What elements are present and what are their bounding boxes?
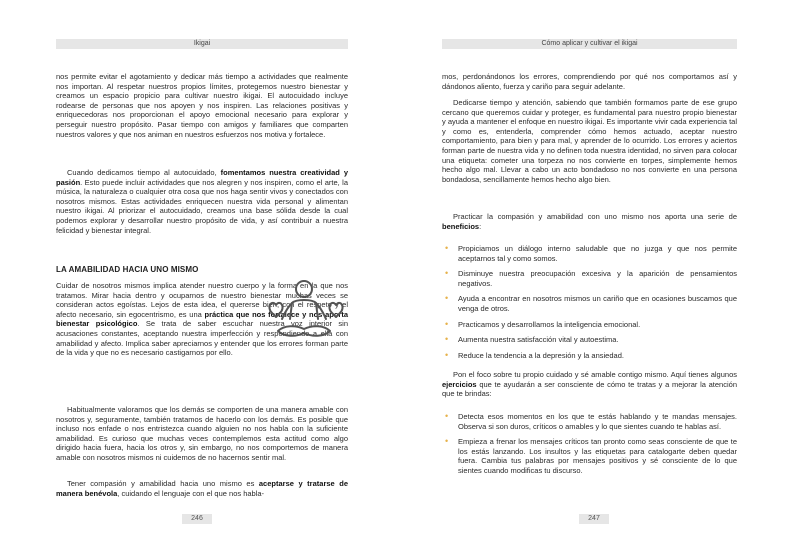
bold-text: práctica que nos fortalece y nos aporta bienestar psicológico [56,309,348,329]
list-item: • Practicamos y desarrollamos la inteligencia emocional. [442,320,737,330]
paragraph [56,405,348,463]
paragraph [442,370,737,399]
bold-text: beneficios [442,221,480,231]
paragraph-text: Dedicarse tiempo y atención, sabiendo que también formamos parte de ese grupo cercano que queremos cuidar y proteger, es fundamental para nuestro propio bienestar y ayuda a mantener el enfoque en nuestro ikigai. Es importante vivir cada experiencia tal y como es, entenderla, comprender cómo hemos actuado, aceptar nuestro comportamiento, para bien y para mal, y aprender de lo ocurrido. Los errores y aciertos forman parte de nuestra vida y no definen toda nuestra identidad, no sirven para colocar una etiqueta: cometer una torpeza no nos convierte en torpes, simplemente hemos hecho algo mal. Llevar a cabo un acto bondadoso no nos convierte en una persona bondadosa, sencillamente hemos hecho algo bien. [442,98,737,184]
benefits-list-block [442,244,737,366]
paragraph [442,212,737,231]
text-run: , cuidando el lenguaje con el que nos habla- [117,488,265,498]
list-item: • Ayuda a encontrar en nosotros mismos un cariño que en ocasiones buscamos que venga de otros. [442,294,737,313]
list-item: • Aumenta nuestra satisfacción vital y autoestima. [442,335,737,345]
text-run: : [479,221,482,231]
bold-text: fomentamos nuestra creatividad y pasión [56,168,348,187]
right-page [393,0,786,552]
text-run: Pon el foco sobre tu propio cuidado y sé amable contigo mismo. Aquí tienes algunos [453,370,737,379]
list-item: • Empieza a frenar los mensajes críticos tan pronto como seas consciente de que te los estás lanzando. Los insultos y las etiquetas para catalogarte deben quedar fuera. Cambia tus palabras por mensajes positivos y sé consciente de lo que sientes cuando modificas tu discurso. [442,437,737,475]
paragraph [56,168,348,235]
text-run: . Esto puede incluir actividades que nos alegren y nos inspiren, como el arte, la música, la naturaleza o cualquier otra cosa que nos haga sentir vivos y conectados con nosotros mismos. Estas actividades enriquecen nuestra vida personal y alimentan nuestro ikigai. Al priorizar el autocuidado, creamos una base sólida desde la cual podemos explorar y desarrollar nuestro propósito de vida, y así contribuir a nuestra felicidad y bienestar integral. [56,177,348,235]
section-title: LA AMABILIDAD HACIA UNO MISMO [56,265,199,274]
bold-text: aceptarse y tratarse de manera benévola [56,479,349,498]
paragraph-text: mos, perdonándonos los errores, comprendiendo por qué nos comportamos así y dándonos aliento, fuerza y cariño para seguir adelante. [442,72,737,91]
text-run: . Se trata de saber escuchar nuestra voz interior sin acusaciones constantes, aceptando nuestra imperfección y respondiendo a ella con amabilidad y afecto. Implica saber apreciarnos y entender que los errores forman parte de la vida y que no es necesario castigarnos por ello. [56,319,348,358]
list-item: • Disminuye nuestra preocupación excesiva y la aparición de pensamientos negativos. [442,269,737,288]
list-item: • Propiciamos un diálogo interno saludable que no juzga y que nos permite aceptarnos tal y como somos. [442,244,737,263]
list-item: • Reduce la tendencia a la depresión y la ansiedad. [442,351,737,361]
running-header: Cómo aplicar y cultivar el ikigai [442,39,737,49]
page-number: 246 [182,514,212,524]
text-run: que te ayudarán a ser consciente de cómo te tratas y a mejorar la atención que te brindas: [442,379,737,399]
list-item: • Detecta esos momentos en los que te estás hablando y te mandas mensajes. Observa si son duros, críticos o amables y lo que sientes cuando te hablas así. [442,412,737,431]
paragraph-text: nos permite evitar el agotamiento y dedicar más tiempo a actividades que realmente nos importan. Al respetar nuestros propios límites, protegemos nuestro bienestar y creamos un espacio propicio para cultivar nuestro ikigai. El autocuidado incluye rodearse de personas que nos apoyen y nos inspiren. Las relaciones positivas y enriquecedoras nos proporcionan el apoyo emocional necesario para explorar y perseguir nuestro propósito. Pasar tiempo con amigos y familiares que comparten nuestros valores y que nos animan en nuestros esfuerzos nos motiva y fortalece. [56,72,348,139]
section-title-block [56,265,348,275]
text-run: Practicar la compasión y amabilidad con uno mismo nos aporta una serie de [453,212,737,221]
paragraph-text: Habitualmente valoramos que los demás se comporten de una manera amable con nosotros y, seguramente, también tratamos de hacerlo con los demás. Es posible que incluso nos enfade o nos entristezca cuando alguien no nos habla con la suficiente amabilidad. Es curioso que muchas veces contemplemos esta actitud como algo dirigido hacia fuera, hacia los otros y, sin embargo, no nos comportemos de manera amable con nosotros mismos ni cuidemos de no hacernos sentir mal. [56,405,348,462]
text-run: Cuidar de nosotros mismos implica atender nuestro cuerpo y la forma en la que nos tratamos. Mirar hacia dentro y ocuparnos de nuestro bienestar muchas veces se consideran actos egoístas. Lejos de esta idea, el quererse bien, con el respeto y el afecto necesario, sin egocentrismo, es una [56,281,348,319]
bold-text: ejercicios [442,379,477,389]
exercises-list [442,412,737,476]
exercises-list-block [442,412,737,482]
running-header: Ikigai [56,39,348,49]
page-number: 247 [579,514,609,524]
paragraph [56,479,348,498]
meditation-icon [268,275,348,347]
paragraph [442,98,737,184]
benefits-list [442,244,737,360]
paragraph [442,72,737,91]
text-run: Tener compasión y amabilidad hacia uno mismo es [67,479,259,488]
paragraph [56,72,348,139]
text-run: Cuando dedicamos tiempo al autocuidado, [67,168,221,177]
